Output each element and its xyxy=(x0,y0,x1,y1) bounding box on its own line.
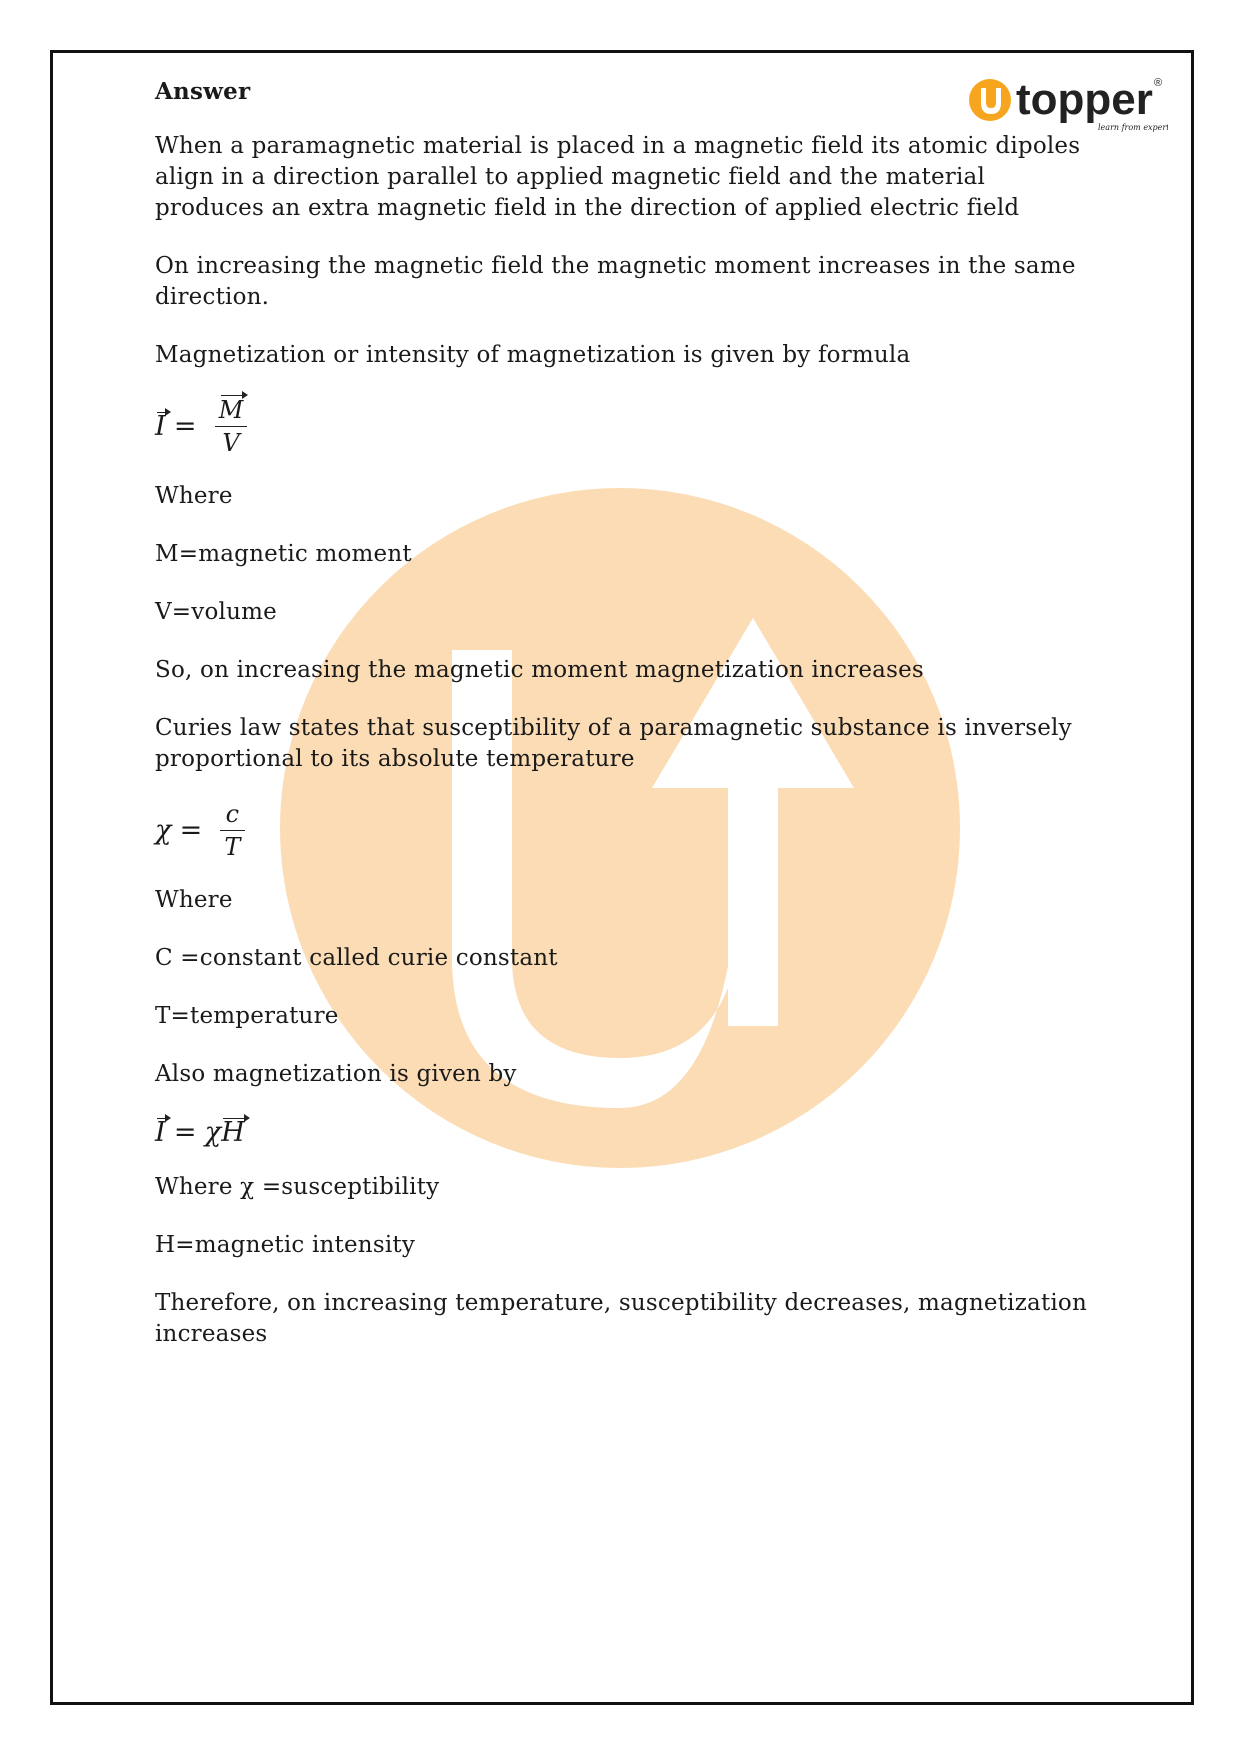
paragraph: Where xyxy=(155,483,233,509)
paragraph: On increasing the magnetic field the magnetic moment increases in the same direction. xyxy=(155,253,1076,310)
definition: M=magnetic moment xyxy=(155,541,412,567)
susceptibility-formula: I = χ H xyxy=(155,1117,246,1148)
paragraph: Also magnetization is given by xyxy=(155,1061,517,1087)
definition: C =constant called curie constant xyxy=(155,945,558,971)
paragraph: Where xyxy=(155,887,233,913)
logo-tagline: learn from experts xyxy=(1098,123,1168,132)
curie-law-formula: χ = $\frac{c}{T}$ xyxy=(155,798,1095,863)
paragraph: When a paramagnetic material is placed in a magnetic field its atomic dipoles align in a direction parallel to applied magnetic field and the material produces an extra magnetic field in the direction of applied electric field xyxy=(155,133,1081,221)
paragraph: Therefore, on increasing temperature, susceptibility decreases, magnetization increases xyxy=(155,1290,1087,1347)
paragraph: Magnetization or intensity of magnetization is given by formula xyxy=(155,342,911,368)
definition: H=magnetic intensity xyxy=(155,1232,416,1258)
definition: Where χ =susceptibility xyxy=(155,1174,440,1200)
answer-heading: Answer xyxy=(155,78,251,105)
paragraph: So, on increasing the magnetic moment magnetization increases xyxy=(155,657,924,683)
paragraph: Curies law states that susceptibility of a paramagnetic substance is inversely proportional to its absolute temperature xyxy=(155,715,1072,772)
logo-wordmark: topper xyxy=(1016,75,1153,124)
document-body xyxy=(155,76,1095,1377)
magnetization-formula: I = $\frac{M}{V}$ xyxy=(155,394,1095,459)
definition: T=temperature xyxy=(155,1003,339,1029)
definition: V=volume xyxy=(155,599,277,625)
svg-text:®: ® xyxy=(1154,77,1163,89)
